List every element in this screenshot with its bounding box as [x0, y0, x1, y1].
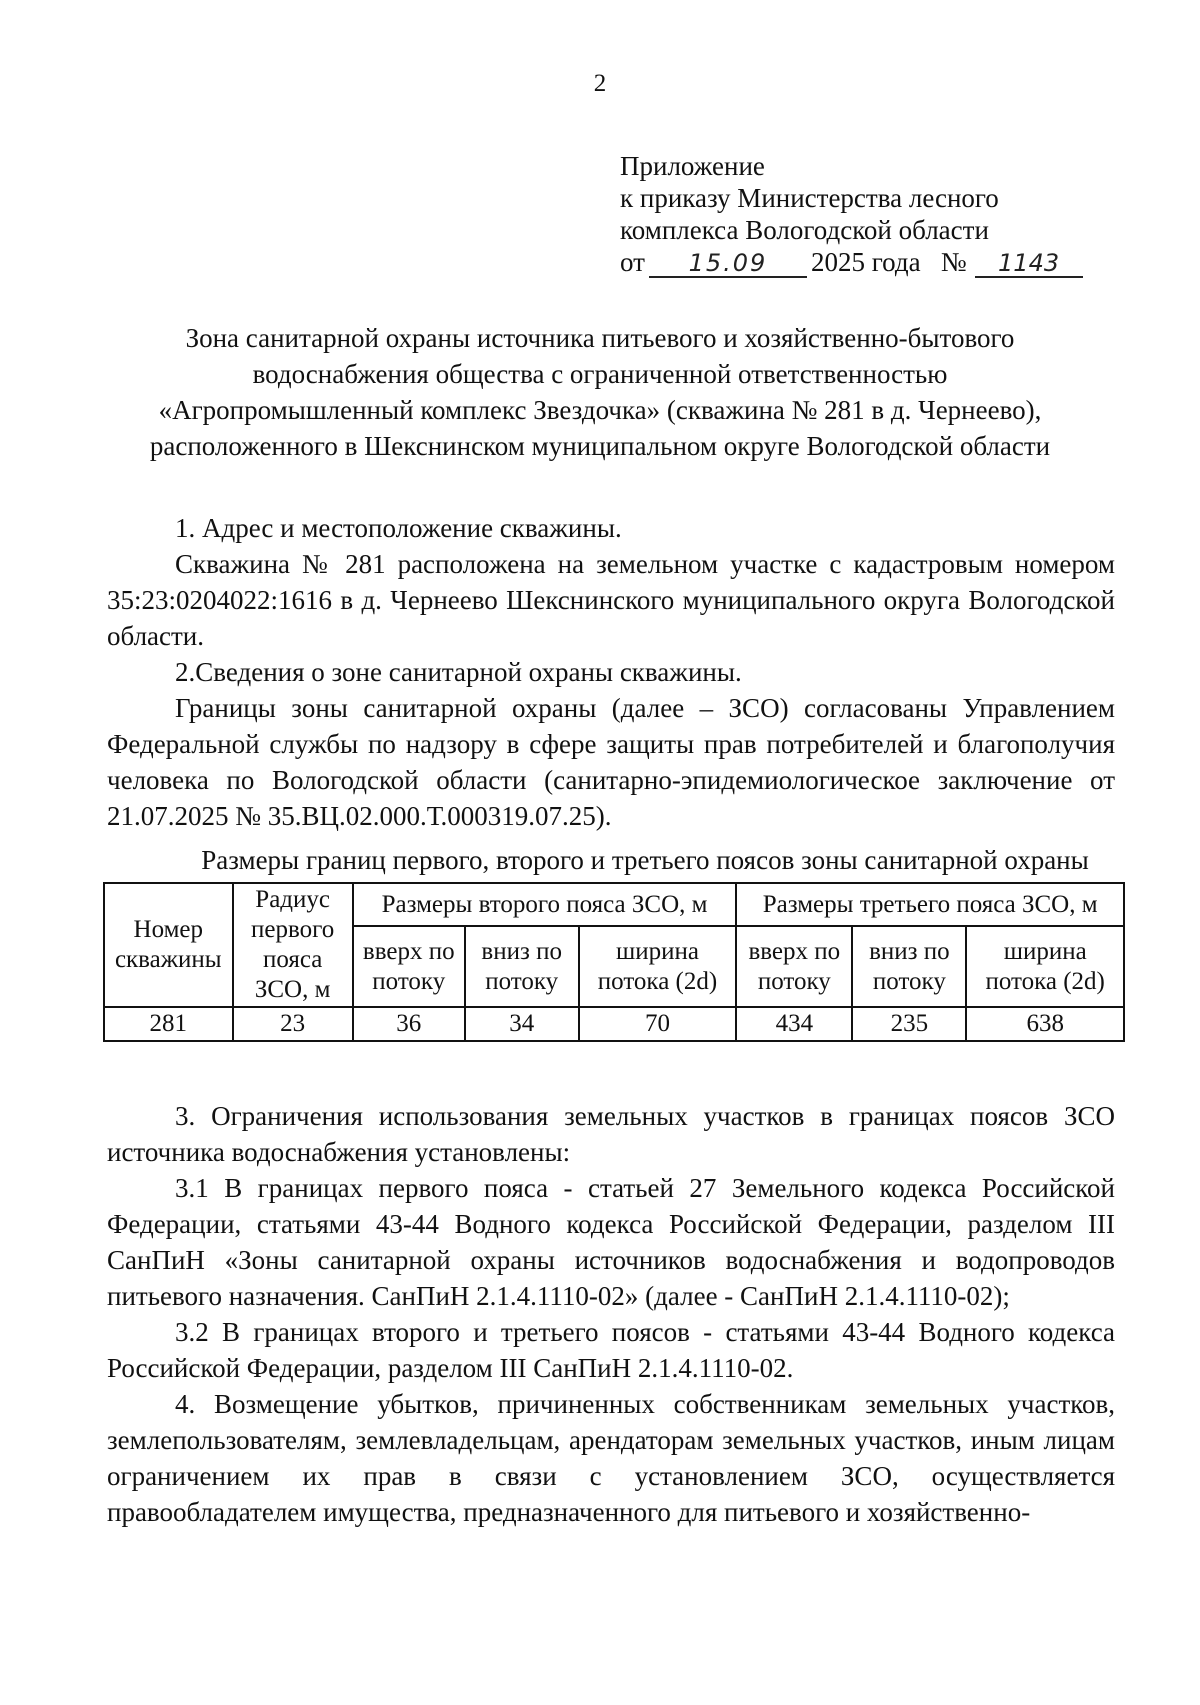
cell-third-down: 235	[852, 1007, 966, 1041]
sanitary-zone-table	[103, 882, 1125, 1042]
date-prefix: от	[620, 247, 645, 277]
handwritten-date: 15.09	[649, 250, 807, 278]
approval-line-2: к приказу Министерства лесного	[620, 183, 999, 213]
handwritten-number: 1143	[975, 250, 1083, 278]
header-second-downstream: вниз по потоку	[465, 926, 579, 1007]
section-1-text: Скважина № 281 расположена на земельном участке с кадастровым номером 35:23:0204022:1616 в д. Чернеево Шекснинского муниципального округа Вологодской области.	[107, 549, 1115, 651]
header-third-downstream: вниз по потоку	[852, 926, 966, 1007]
cell-second-down: 34	[465, 1007, 579, 1041]
header-second-upstream: вверх по потоку	[353, 926, 465, 1007]
cell-second-up: 36	[353, 1007, 465, 1041]
section-3-1-text: 3.1 В границах первого пояса - статьей 27 Земельного кодекса Российской Федерации, статьями 43-44 Водного кодекса Российской Федерации, разделом III СанПиН «Зоны санитарной охраны источников водоснабжения и водопроводов питьевого назначения. СанПиН 2.1.4.1110-02» (далее - СанПиН 2.1.4.1110-02);	[107, 1173, 1115, 1311]
approval-date-line	[620, 246, 1160, 278]
section-4-text: 4. Возмещение убытков, причиненных собственникам земельных участков, землепользователям, землевладельцам, арендаторам земельных участков, иным лицам ограничением их прав в связи с установлением ЗСО, осуществляется правообладателем имущества, предназначенного для питьевого и хозяйственно-	[107, 1389, 1115, 1527]
header-third-belt: Размеры третьего пояса ЗСО, м	[736, 883, 1124, 926]
year-text: 2025 года	[810, 247, 921, 277]
table-caption: Размеры границ первого, второго и третьего поясов зоны санитарной охраны	[201, 845, 1089, 875]
approval-block	[620, 150, 1160, 278]
cell-radius: 23	[233, 1007, 353, 1041]
cell-third-up: 434	[736, 1007, 852, 1041]
title-line-2: водоснабжения общества с ограниченной ответственностью	[252, 359, 948, 389]
table-row	[104, 1007, 1124, 1041]
header-third-width: ширина потока (2d)	[966, 926, 1124, 1007]
title-line-1: Зона санитарной охраны источника питьевого и хозяйственно-бытового	[185, 323, 1015, 353]
title-line-3: «Агропромышленный комплекс Звездочка» (скважина № 281 в д. Чернеево),	[158, 395, 1042, 425]
document-body	[107, 510, 1115, 1530]
approval-line-3: комплекса Вологодской области	[620, 215, 989, 245]
section-2-text: Границы зоны санитарной охраны (далее – ЗСО) согласованы Управлением Федеральной службы по надзору в сфере защиты прав потребителей и благополучия человека по Вологодской области (санитарно-эпидемиологическое заключение от 21.07.2025 № 35.ВЦ.02.000.Т.000319.07.25).	[107, 693, 1115, 831]
approval-line-1: Приложение	[620, 151, 765, 181]
header-second-width: ширина потока (2d)	[579, 926, 737, 1007]
header-first-belt-radius: Радиус первого пояса ЗСО, м	[233, 883, 353, 1007]
title-line-4: расположенного в Шекснинском муниципальном округе Вологодской области	[149, 431, 1051, 461]
section-3-text: 3. Ограничения использования земельных участков в границах поясов ЗСО источника водоснабжения установлены:	[107, 1101, 1115, 1167]
section-1-heading: 1. Адрес и местоположение скважины.	[175, 513, 622, 543]
cell-second-width: 70	[579, 1007, 737, 1041]
section-3-2-text: 3.2 В границах второго и третьего поясов - статьями 43-44 Водного кодекса Российской Федерации, разделом III СанПиН 2.1.4.1110-02.	[107, 1317, 1115, 1383]
header-third-upstream: вверх по потоку	[736, 926, 852, 1007]
document-title	[100, 320, 1100, 464]
cell-third-width: 638	[966, 1007, 1124, 1041]
cell-well: 281	[104, 1007, 233, 1041]
header-second-belt: Размеры второго пояса ЗСО, м	[353, 883, 737, 926]
header-well-number: Номер скважины	[104, 883, 233, 1007]
number-sign: №	[940, 247, 967, 277]
section-2-heading: 2.Сведения о зоне санитарной охраны скважины.	[175, 657, 742, 687]
page-number: 2	[593, 70, 607, 97]
